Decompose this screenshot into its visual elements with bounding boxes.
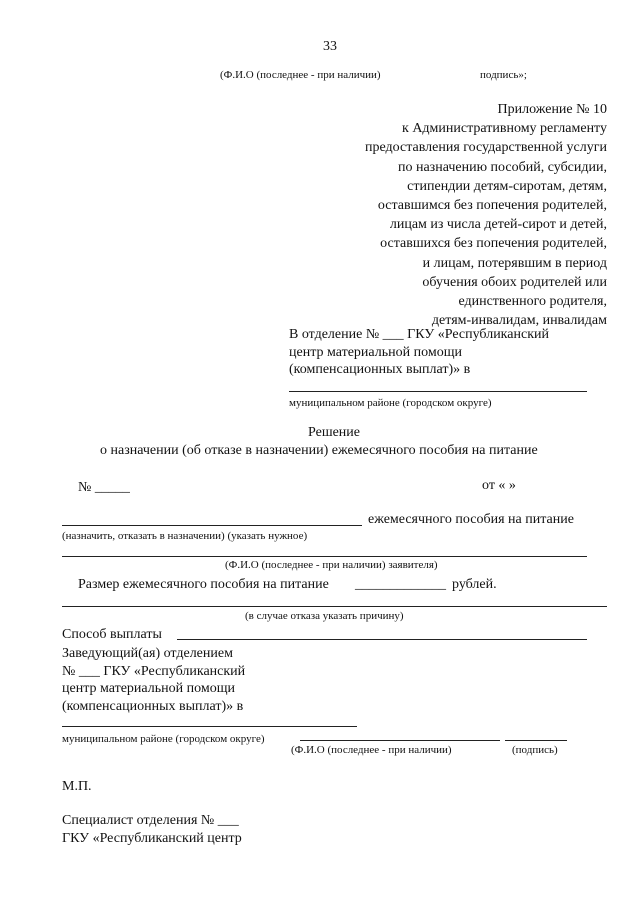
top-signature-caption: подпись»; <box>480 69 527 81</box>
applicant-caption: (Ф.И.О (последнее - при наличии) заявителя) <box>225 559 438 571</box>
addressee-district-caption: муниципальном районе (городском округе) <box>289 397 492 409</box>
stamp-label: М.П. <box>62 779 92 794</box>
assign-decision-line[interactable] <box>62 525 362 526</box>
head-line: № ___ ГКУ «Республиканский <box>62 663 246 679</box>
head-signature-caption: (подпись) <box>512 744 558 756</box>
applicant-name-line[interactable] <box>62 556 587 557</box>
addressee-line: (компенсационных выплат)» в <box>289 362 471 377</box>
appendix-line: оставшимся без попечения родителей, <box>377 198 607 214</box>
appendix-header <box>365 100 607 330</box>
appendix-line: и лицам, потерявшим в период <box>422 255 607 271</box>
amount-label: Размер ежемесячного пособия на питание <box>78 577 329 592</box>
head-line: центр материальной помощи <box>62 681 235 696</box>
page-number: 33 <box>323 39 337 54</box>
refusal-caption: (в случае отказа указать причину) <box>245 610 404 622</box>
appendix-line: Приложение № 10 <box>497 102 607 117</box>
amount-input[interactable]: _____________ <box>355 577 446 592</box>
payment-method-line[interactable] <box>177 639 587 640</box>
appendix-line: оставшихся без попечения родителей, <box>380 236 607 252</box>
specialist-block <box>62 812 242 847</box>
amount-unit: рублей. <box>452 577 497 592</box>
specialist-line: Специалист отделения № ___ <box>62 813 239 828</box>
addressee-line: центр материальной помощи <box>289 344 462 360</box>
payment-method-label: Способ выплаты <box>62 627 162 642</box>
specialist-line: ГКУ «Республиканский центр <box>62 830 242 846</box>
appendix-line: единственного родителя, <box>458 294 607 310</box>
appendix-line: по назначению пособий, субсидии, <box>397 159 607 175</box>
decision-title: Решение <box>308 425 361 440</box>
head-district-caption: муниципальном районе (городском округе) <box>62 733 265 745</box>
head-fio-caption: (Ф.И.О (последнее - при наличии) <box>291 744 452 756</box>
addressee-district-line[interactable] <box>289 391 587 392</box>
appendix-line: стипендии детям-сиротам, детям, <box>407 178 607 194</box>
head-line: (компенсационных выплат)» в <box>62 698 244 714</box>
addressee-line: В отделение № ___ ГКУ «Республиканский <box>289 327 549 342</box>
addressee-block <box>289 326 549 379</box>
assign-caption: (назначить, отказать в назначении) (указать нужное) <box>62 530 308 542</box>
appendix-line: обучения обоих родителей или <box>422 274 607 290</box>
refusal-reason-line[interactable] <box>62 606 607 607</box>
decision-subtitle: о назначении (об отказе в назначении) ежемесячного пособия на питание <box>100 443 538 458</box>
head-signature-line[interactable] <box>505 740 567 741</box>
head-district-line[interactable] <box>62 726 357 727</box>
appendix-line: лицам из числа детей-сирот и детей, <box>389 217 607 233</box>
head-fio-line[interactable] <box>300 740 500 741</box>
benefit-text: ежемесячного пособия на питание <box>368 512 574 527</box>
top-fio-caption: (Ф.И.О (последнее - при наличии) <box>220 69 381 81</box>
head-block <box>62 645 245 715</box>
decision-number[interactable]: № _____ <box>78 480 130 495</box>
appendix-line: детям-инвалидам, инвалидам <box>431 313 607 329</box>
appendix-line: предоставления государственной услуги <box>365 140 607 156</box>
head-line: Заведующий(ая) отделением <box>62 646 233 661</box>
appendix-line: к Административному регламенту <box>402 121 607 137</box>
decision-date[interactable]: от « » <box>482 478 516 493</box>
